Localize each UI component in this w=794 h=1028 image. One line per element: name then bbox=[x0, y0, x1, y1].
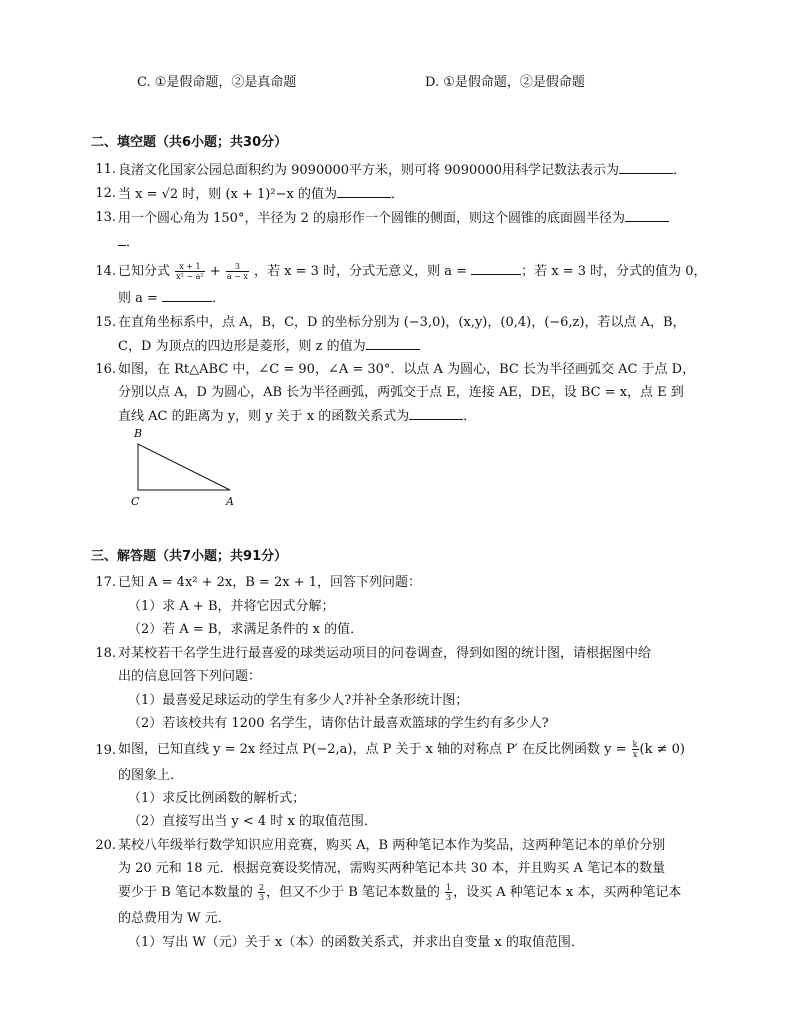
question-19-sub1: （1）求反比例函数的解析式； bbox=[128, 791, 306, 806]
question-number: 20. bbox=[95, 838, 116, 853]
fraction-denominator: x² − a² bbox=[176, 272, 204, 281]
fraction-numerator: k bbox=[632, 740, 638, 749]
answer-blank bbox=[619, 161, 673, 174]
question-19-line2: 的图象上． bbox=[118, 768, 184, 783]
question-17-line1: 已知 A = 4x² + 2x，B = 2x + 1，回答下列问题： bbox=[118, 575, 421, 590]
fraction-denominator: 3 bbox=[446, 893, 452, 902]
question-text: 良渚文化国家公园总面积约为 9090000平方米，则可将 9090000用科学记数法表示为 bbox=[118, 163, 620, 178]
question-19-sub2: （2）直接写出当 y < 4 时 x 的取值范围． bbox=[128, 814, 377, 829]
question-13-continued: ． bbox=[118, 233, 139, 252]
fraction bbox=[226, 262, 249, 281]
question-text: 当 x = √2 时，则 bbox=[118, 187, 222, 202]
question-number: 19. bbox=[95, 743, 116, 758]
question-number: 17. bbox=[95, 575, 116, 590]
fraction-denominator: x bbox=[632, 750, 638, 759]
question-number: 15. bbox=[95, 315, 116, 330]
question-number: 11. bbox=[95, 162, 116, 177]
question-text: 要少于 B 笔记本数量的 bbox=[118, 885, 253, 900]
answer-blank bbox=[625, 209, 669, 222]
fraction bbox=[258, 883, 265, 902]
question-15-line2 bbox=[118, 337, 420, 356]
question-12: 当 x = √2 时，则 (x + 1)²−x 的值为 ． bbox=[118, 187, 404, 202]
question-18-sub2: （2）若该校共有 1200 名学生，请你估计最喜欢篮球的学生约有多少人? bbox=[128, 716, 549, 731]
question-16-line1: 如图，在 Rt△ABC 中，∠C = 90，∠A = 30°．以点 A 为圆心，BC 长为半径画弧交 AC 于点 D， bbox=[118, 362, 696, 377]
question-19-line1 bbox=[118, 737, 685, 763]
answer-blank bbox=[409, 407, 463, 420]
question-number: 14. bbox=[95, 264, 116, 279]
question-18-line1: 对某校若干名学生进行最喜爱的球类运动项目的问卷调查，得到如图的统计图，请根据图中给 bbox=[118, 646, 652, 661]
question-text: ，设买 A 种笔记本 x 本，买两种笔记本 bbox=[453, 885, 682, 900]
question-text: 则 a = bbox=[118, 291, 158, 306]
section-title-fill-in: 二、填空题（共6小题；共30分） bbox=[91, 135, 288, 150]
question-text: (k ≠ 0) bbox=[639, 742, 685, 757]
question-text: 直线 AC 的距离为 y，则 y 关于 x 的函数关系式为 bbox=[118, 409, 410, 424]
question-11: 良渚文化国家公园总面积约为 9090000平方米，则可将 9090000用科学记数法表示为 ． bbox=[118, 163, 687, 178]
question-text: 的值为 bbox=[297, 187, 337, 202]
math-expression: (x + 1)²−x bbox=[225, 187, 294, 202]
vertex-label-b: B bbox=[134, 427, 143, 440]
plus-sign: + bbox=[209, 264, 221, 279]
question-20-sub1: （1）写出 W（元）关于 x（本）的函数关系式，并求出自变量 x 的取值范围． bbox=[128, 935, 584, 950]
question-13 bbox=[118, 209, 669, 228]
answer-blank bbox=[366, 337, 420, 350]
triangle-abc bbox=[138, 444, 230, 490]
right-triangle-figure bbox=[130, 438, 240, 498]
fraction bbox=[632, 740, 639, 759]
question-20-line1: 某校八年级举行数学知识应用竞赛，购买 A，B 两种笔记本作为奖品，这两种笔记本的单价分别 bbox=[118, 838, 666, 853]
fraction bbox=[445, 883, 452, 902]
question-text: C，D 为顶点的四边形是菱形，则 z 的值为 bbox=[118, 339, 366, 354]
question-20-line3 bbox=[118, 880, 681, 906]
question-14 bbox=[118, 259, 707, 285]
answer-blank bbox=[162, 289, 212, 302]
fraction-numerator: 3 bbox=[226, 262, 249, 272]
question-text: 如图，已知直线 y = 2x 经过点 P(−2,a)，点 P 关于 x 轴的对称点 P′ 在反比例函数 y = bbox=[118, 742, 627, 757]
fraction-numerator: 2 bbox=[258, 883, 265, 892]
fraction-numerator: x + 1 bbox=[175, 262, 204, 272]
question-20-line2: 为 20 元和 18 元．根据竞赛设奖情况，需购买两种笔记本共 30 本，并且购买 A 笔记本的数量 bbox=[118, 861, 666, 876]
question-number: 16. bbox=[95, 362, 116, 377]
option-d: D. ①是假命题，②是假命题 bbox=[425, 75, 585, 90]
option-c: C. ①是假命题，②是真命题 bbox=[137, 75, 297, 90]
vertex-label-a: A bbox=[226, 495, 234, 508]
section-title-solve: 三、解答题（共7小题；共91分） bbox=[91, 549, 288, 564]
fraction bbox=[175, 262, 204, 281]
question-number: 13. bbox=[95, 210, 116, 225]
question-18-line2: 出的信息回答下列问题： bbox=[118, 669, 262, 684]
answer-blank bbox=[118, 233, 126, 246]
question-14-continued: 则 a = ． bbox=[118, 291, 226, 306]
question-number: 12. bbox=[95, 186, 116, 201]
answer-blank bbox=[471, 262, 521, 275]
question-15-line1: 在直角坐标系中，点 A，B，C，D 的坐标分别为 (−3,0)，(x,y)，(0,4)，(−6,z)，若以点 A，B， bbox=[118, 315, 686, 330]
question-text: 已知分式 bbox=[118, 264, 171, 279]
fraction-denominator: a − x bbox=[226, 272, 248, 281]
question-text: ，若 x = 3 时，分式无意义，则 a = bbox=[254, 264, 467, 279]
question-number: 18. bbox=[95, 646, 116, 661]
question-18-sub1: （1）最喜爱足球运动的学生有多少人?并补全条形统计图； bbox=[128, 693, 469, 708]
question-16-line2: 分别以点 A，D 为圆心，AB 长为半径画弧，两弧交于点 E，连接 AE，DE，设 BC = x，点 E 到 bbox=[118, 385, 684, 400]
fraction-denominator: 3 bbox=[258, 893, 265, 902]
question-text: ；若 x = 3 时，分式的值为 0， bbox=[521, 264, 707, 279]
question-text: ，但又不少于 B 笔记本数量的 bbox=[266, 885, 440, 900]
question-17-sub1: （1）求 A + B，并将它因式分解； bbox=[128, 599, 335, 614]
question-text: 用一个圆心角为 150°，半径为 2 的扇形作一个圆锥的侧面，则这个圆锥的底面圆半径为 bbox=[118, 211, 625, 226]
question-16-line3: 直线 AC 的距离为 y，则 y 关于 x 的函数关系式为 ． bbox=[118, 409, 477, 424]
vertex-label-c: C bbox=[131, 495, 140, 508]
question-20-line4: 的总费用为 W 元． bbox=[118, 911, 231, 926]
fraction-numerator: 1 bbox=[446, 883, 452, 892]
answer-blank bbox=[337, 185, 391, 198]
question-17-sub2: （2）若 A = B，求满足条件的 x 的值． bbox=[128, 622, 364, 637]
